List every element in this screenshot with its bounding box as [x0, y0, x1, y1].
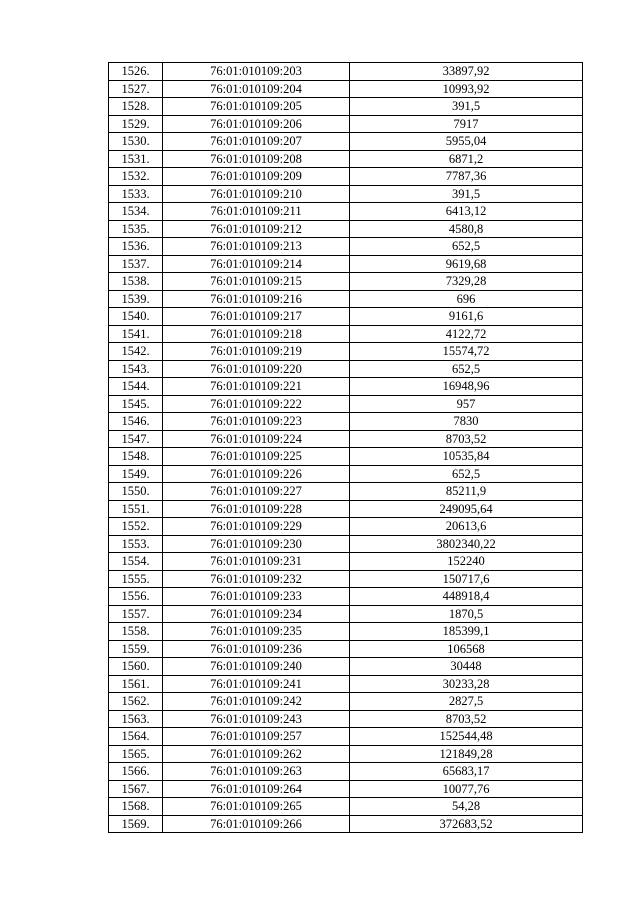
- row-number-cell: 1556.: [109, 588, 163, 606]
- row-number-cell: 1554.: [109, 553, 163, 571]
- table-row: [109, 343, 583, 361]
- table-row: [109, 203, 583, 221]
- row-number-cell: 1562.: [109, 693, 163, 711]
- value-cell: 152240: [350, 553, 583, 571]
- row-number-cell: 1532.: [109, 168, 163, 186]
- cadastral-number-cell: 76:01:010109:234: [163, 605, 350, 623]
- value-cell: 33897,92: [350, 63, 583, 81]
- value-cell: 185399,1: [350, 623, 583, 641]
- row-number-cell: 1567.: [109, 780, 163, 798]
- value-cell: 5955,04: [350, 133, 583, 151]
- table-row: [109, 255, 583, 273]
- value-cell: 65683,17: [350, 763, 583, 781]
- value-cell: 249095,64: [350, 500, 583, 518]
- value-cell: 10077,76: [350, 780, 583, 798]
- value-cell: 106568: [350, 640, 583, 658]
- table-row: [109, 273, 583, 291]
- cadastral-number-cell: 76:01:010109:218: [163, 325, 350, 343]
- row-number-cell: 1539.: [109, 290, 163, 308]
- cadastral-number-cell: 76:01:010109:215: [163, 273, 350, 291]
- cadastral-number-cell: 76:01:010109:241: [163, 675, 350, 693]
- cadastral-number-cell: 76:01:010109:228: [163, 500, 350, 518]
- table-row: [109, 465, 583, 483]
- cadastral-number-cell: 76:01:010109:207: [163, 133, 350, 151]
- row-number-cell: 1529.: [109, 115, 163, 133]
- table-row: [109, 150, 583, 168]
- row-number-cell: 1534.: [109, 203, 163, 221]
- row-number-cell: 1568.: [109, 798, 163, 816]
- cadastral-number-cell: 76:01:010109:225: [163, 448, 350, 466]
- value-cell: 652,5: [350, 238, 583, 256]
- cadastral-number-cell: 76:01:010109:206: [163, 115, 350, 133]
- row-number-cell: 1553.: [109, 535, 163, 553]
- value-cell: 10535,84: [350, 448, 583, 466]
- value-cell: 20613,6: [350, 518, 583, 536]
- row-number-cell: 1538.: [109, 273, 163, 291]
- value-cell: 121849,28: [350, 745, 583, 763]
- row-number-cell: 1543.: [109, 360, 163, 378]
- cadastral-number-cell: 76:01:010109:210: [163, 185, 350, 203]
- table-row: [109, 763, 583, 781]
- row-number-cell: 1561.: [109, 675, 163, 693]
- row-number-cell: 1527.: [109, 80, 163, 98]
- cadastral-number-cell: 76:01:010109:230: [163, 535, 350, 553]
- cadastral-number-cell: 76:01:010109:235: [163, 623, 350, 641]
- cadastral-number-cell: 76:01:010109:203: [163, 63, 350, 81]
- cadastral-number-cell: 76:01:010109:226: [163, 465, 350, 483]
- value-cell: 7917: [350, 115, 583, 133]
- value-cell: 3802340,22: [350, 535, 583, 553]
- row-number-cell: 1546.: [109, 413, 163, 431]
- row-number-cell: 1564.: [109, 728, 163, 746]
- table-row: [109, 448, 583, 466]
- table-row: [109, 588, 583, 606]
- value-cell: 696: [350, 290, 583, 308]
- value-cell: 85211,9: [350, 483, 583, 501]
- cadastral-number-cell: 76:01:010109:265: [163, 798, 350, 816]
- row-number-cell: 1557.: [109, 605, 163, 623]
- cadastral-number-cell: 76:01:010109:213: [163, 238, 350, 256]
- value-cell: 957: [350, 395, 583, 413]
- row-number-cell: 1565.: [109, 745, 163, 763]
- value-cell: 8703,52: [350, 430, 583, 448]
- table-row: [109, 518, 583, 536]
- value-cell: 6871,2: [350, 150, 583, 168]
- table-row: [109, 675, 583, 693]
- cadastral-number-cell: 76:01:010109:221: [163, 378, 350, 396]
- table-row: [109, 693, 583, 711]
- cadastral-number-cell: 76:01:010109:227: [163, 483, 350, 501]
- cadastral-number-cell: 76:01:010109:223: [163, 413, 350, 431]
- cadastral-number-cell: 76:01:010109:243: [163, 710, 350, 728]
- cadastral-number-cell: 76:01:010109:264: [163, 780, 350, 798]
- row-number-cell: 1537.: [109, 255, 163, 273]
- value-cell: 7787,36: [350, 168, 583, 186]
- table-row: [109, 658, 583, 676]
- row-number-cell: 1559.: [109, 640, 163, 658]
- row-number-cell: 1544.: [109, 378, 163, 396]
- value-cell: 1870,5: [350, 605, 583, 623]
- table-row: [109, 728, 583, 746]
- row-number-cell: 1569.: [109, 815, 163, 833]
- table-row: [109, 220, 583, 238]
- table-row: [109, 535, 583, 553]
- cadastral-number-cell: 76:01:010109:220: [163, 360, 350, 378]
- cadastral-number-cell: 76:01:010109:216: [163, 290, 350, 308]
- cadastral-number-cell: 76:01:010109:236: [163, 640, 350, 658]
- cadastral-number-cell: 76:01:010109:205: [163, 98, 350, 116]
- cadastral-number-cell: 76:01:010109:211: [163, 203, 350, 221]
- value-cell: 652,5: [350, 360, 583, 378]
- value-cell: 9619,68: [350, 255, 583, 273]
- row-number-cell: 1563.: [109, 710, 163, 728]
- row-number-cell: 1540.: [109, 308, 163, 326]
- row-number-cell: 1549.: [109, 465, 163, 483]
- table-row: [109, 745, 583, 763]
- table-row: [109, 133, 583, 151]
- row-number-cell: 1545.: [109, 395, 163, 413]
- table-row: [109, 413, 583, 431]
- cadastral-number-cell: 76:01:010109:209: [163, 168, 350, 186]
- cadastral-number-cell: 76:01:010109:257: [163, 728, 350, 746]
- value-cell: 448918,4: [350, 588, 583, 606]
- cadastral-number-cell: 76:01:010109:240: [163, 658, 350, 676]
- row-number-cell: 1528.: [109, 98, 163, 116]
- value-cell: 9161,6: [350, 308, 583, 326]
- table-row: [109, 430, 583, 448]
- cadastral-number-cell: 76:01:010109:204: [163, 80, 350, 98]
- table-row: [109, 168, 583, 186]
- row-number-cell: 1558.: [109, 623, 163, 641]
- value-cell: 54,28: [350, 798, 583, 816]
- row-number-cell: 1552.: [109, 518, 163, 536]
- value-cell: 652,5: [350, 465, 583, 483]
- table-row: [109, 815, 583, 833]
- table-row: [109, 640, 583, 658]
- table-body: [109, 63, 583, 833]
- table-row: [109, 185, 583, 203]
- table-row: [109, 308, 583, 326]
- table-row: [109, 325, 583, 343]
- cadastral-number-cell: 76:01:010109:219: [163, 343, 350, 361]
- value-cell: 152544,48: [350, 728, 583, 746]
- table-row: [109, 98, 583, 116]
- cadastral-number-cell: 76:01:010109:262: [163, 745, 350, 763]
- table-row: [109, 570, 583, 588]
- row-number-cell: 1541.: [109, 325, 163, 343]
- value-cell: 7830: [350, 413, 583, 431]
- cadastral-number-cell: 76:01:010109:222: [163, 395, 350, 413]
- value-cell: 391,5: [350, 185, 583, 203]
- row-number-cell: 1535.: [109, 220, 163, 238]
- table-row: [109, 360, 583, 378]
- row-number-cell: 1560.: [109, 658, 163, 676]
- value-cell: 30448: [350, 658, 583, 676]
- value-cell: 6413,12: [350, 203, 583, 221]
- table-row: [109, 605, 583, 623]
- value-cell: 4122,72: [350, 325, 583, 343]
- cadastral-number-cell: 76:01:010109:224: [163, 430, 350, 448]
- row-number-cell: 1531.: [109, 150, 163, 168]
- table-row: [109, 798, 583, 816]
- row-number-cell: 1536.: [109, 238, 163, 256]
- cadastral-number-cell: 76:01:010109:208: [163, 150, 350, 168]
- cadastral-number-cell: 76:01:010109:233: [163, 588, 350, 606]
- table-row: [109, 710, 583, 728]
- table-row: [109, 238, 583, 256]
- table-row: [109, 500, 583, 518]
- table-row: [109, 80, 583, 98]
- row-number-cell: 1530.: [109, 133, 163, 151]
- row-number-cell: 1548.: [109, 448, 163, 466]
- cadastral-number-cell: 76:01:010109:232: [163, 570, 350, 588]
- cadastral-number-cell: 76:01:010109:229: [163, 518, 350, 536]
- table-row: [109, 115, 583, 133]
- value-cell: 391,5: [350, 98, 583, 116]
- cadastral-number-cell: 76:01:010109:217: [163, 308, 350, 326]
- table-row: [109, 553, 583, 571]
- cadastre-table: [108, 62, 583, 833]
- value-cell: 10993,92: [350, 80, 583, 98]
- cadastral-number-cell: 76:01:010109:266: [163, 815, 350, 833]
- row-number-cell: 1566.: [109, 763, 163, 781]
- cadastral-number-cell: 76:01:010109:263: [163, 763, 350, 781]
- cadastral-number-cell: 76:01:010109:242: [163, 693, 350, 711]
- row-number-cell: 1550.: [109, 483, 163, 501]
- value-cell: 2827,5: [350, 693, 583, 711]
- cadastral-number-cell: 76:01:010109:212: [163, 220, 350, 238]
- value-cell: 7329,28: [350, 273, 583, 291]
- cadastral-number-cell: 76:01:010109:231: [163, 553, 350, 571]
- table-row: [109, 483, 583, 501]
- table-row: [109, 378, 583, 396]
- row-number-cell: 1547.: [109, 430, 163, 448]
- table-row: [109, 290, 583, 308]
- value-cell: 4580,8: [350, 220, 583, 238]
- table-row: [109, 623, 583, 641]
- row-number-cell: 1533.: [109, 185, 163, 203]
- cadastral-number-cell: 76:01:010109:214: [163, 255, 350, 273]
- row-number-cell: 1555.: [109, 570, 163, 588]
- value-cell: 15574,72: [350, 343, 583, 361]
- value-cell: 372683,52: [350, 815, 583, 833]
- table-row: [109, 780, 583, 798]
- table-row: [109, 395, 583, 413]
- value-cell: 150717,6: [350, 570, 583, 588]
- value-cell: 8703,52: [350, 710, 583, 728]
- value-cell: 16948,96: [350, 378, 583, 396]
- row-number-cell: 1526.: [109, 63, 163, 81]
- table-row: [109, 63, 583, 81]
- value-cell: 30233,28: [350, 675, 583, 693]
- row-number-cell: 1551.: [109, 500, 163, 518]
- row-number-cell: 1542.: [109, 343, 163, 361]
